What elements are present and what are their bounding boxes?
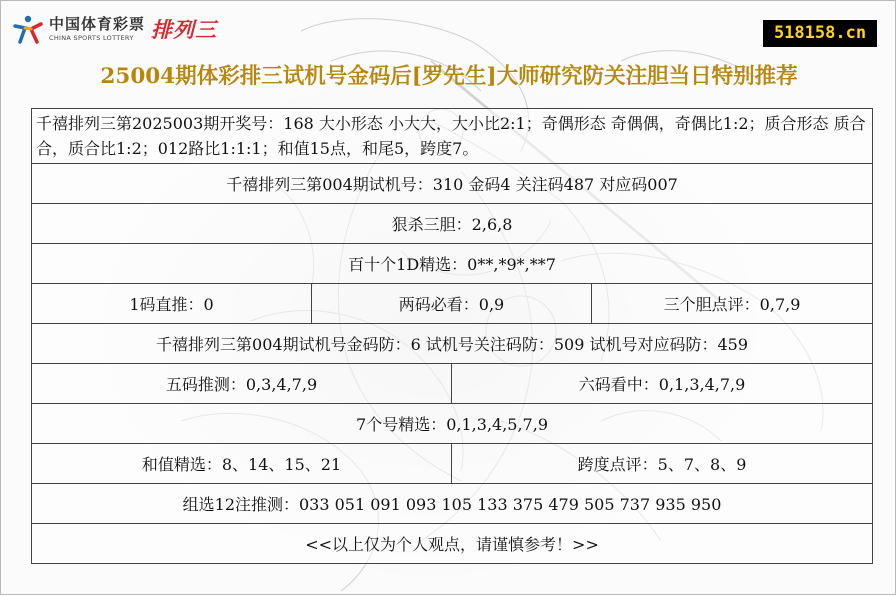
logo-english-text: CHINA SPORTS LOTTERY: [49, 33, 134, 42]
table-row: [32, 444, 873, 484]
table-row: [32, 404, 873, 444]
table-row: [32, 364, 873, 404]
kill-three-cell: 狠杀三胆：2,6,8: [32, 204, 873, 244]
span-pick-cell: 跨度点评：5、7、8、9: [452, 444, 873, 484]
table-row: [32, 109, 873, 164]
group12-cell: 组选12注推测：033 051 091 093 105 133 375 479 505 737 935 950: [32, 484, 873, 524]
sports-lottery-icon: [11, 12, 45, 46]
prediction-table: [31, 108, 873, 564]
trial-number-cell: 千禧排列三第004期试机号：310 金码4 关注码487 对应码007: [32, 164, 873, 204]
one-code-cell: 1码直推：0: [32, 284, 312, 324]
logo-game-name: 排列三: [151, 18, 218, 42]
lottery-logo: [11, 11, 217, 47]
sum-pick-cell: 和值精选：8、14、15、21: [32, 444, 452, 484]
table-row: [32, 164, 873, 204]
six-code-cell: 六码看中：0,1,3,4,7,9: [452, 364, 873, 404]
disclaimer-cell: <<以上仅为个人观点，请谨慎参考！>>: [32, 524, 873, 564]
five-code-cell: 五码推测：0,3,4,7,9: [32, 364, 452, 404]
two-code-cell: 两码必看：0,9: [312, 284, 592, 324]
table-row: [32, 484, 873, 524]
site-badge: 518158.cn: [763, 20, 877, 47]
logo-chinese-text: 中国体育彩票: [49, 14, 146, 33]
defense-cell: 千禧排列三第004期试机号金码防：6 试机号关注码防：509 试机号对应码防：459: [32, 324, 873, 364]
page-title: 25004期体彩排三试机号金码后[罗先生]大师研究防关注胆当日特别推荐: [100, 64, 798, 89]
table-row: [32, 204, 873, 244]
table-row: [32, 284, 873, 324]
position-1d-cell: 百十个1D精选：0**,*9*,**7: [32, 244, 873, 284]
table-row: [32, 324, 873, 364]
table-row: [32, 524, 873, 564]
draw-info-cell: 千禧排列三第2025003期开奖号：168 大小形态 小大大，大小比2:1；奇偶形态 奇偶偶，奇偶比1:2；质合形态 质合合，质合比1:2；012路比1:1:1；和值15点，和尾5，跨度7。: [32, 109, 873, 164]
seven-code-cell: 7个号精选：0,1,3,4,5,7,9: [32, 404, 873, 444]
table-row: [32, 244, 873, 284]
three-code-cell: 三个胆点评：0,7,9: [592, 284, 873, 324]
